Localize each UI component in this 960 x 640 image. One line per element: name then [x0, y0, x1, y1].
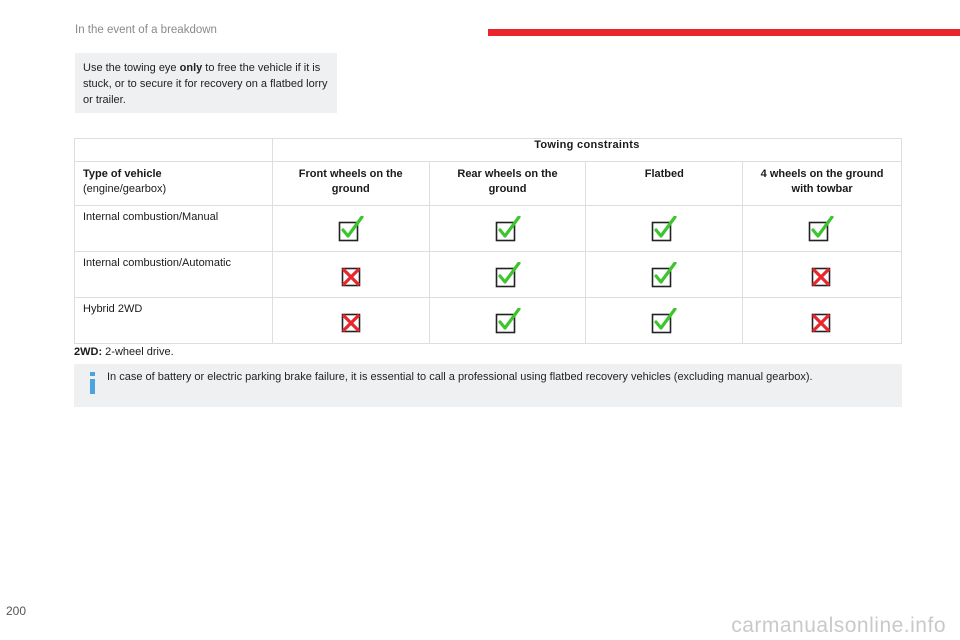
status-cell: [586, 206, 743, 252]
towing-eye-note: [75, 53, 337, 113]
cross-icon: [808, 262, 836, 290]
check-icon: [808, 216, 836, 244]
table-row: [75, 298, 902, 344]
check-icon: [651, 308, 679, 336]
footnote: [74, 346, 174, 358]
table-row: [75, 252, 902, 298]
info-text: In case of battery or electric parking brake failure, it is essential to call a professional using flatbed recovery vehicles (excluding manual gearbox).: [107, 371, 813, 383]
towing-constraints-header: Towing constraints: [272, 139, 901, 162]
footnote-definition: 2-wheel drive.: [102, 346, 174, 358]
status-cell: [272, 252, 429, 298]
status-cell: [429, 206, 586, 252]
cross-icon: [338, 308, 366, 336]
status-cell: [272, 206, 429, 252]
cross-icon: [338, 262, 366, 290]
vehicle-type-header-sub: (engine/gearbox): [83, 183, 167, 195]
towing-constraints-table: [74, 138, 902, 344]
check-icon: [495, 308, 523, 336]
check-icon: [495, 262, 523, 290]
table-row: [75, 206, 902, 252]
cross-icon: [808, 308, 836, 336]
footnote-term: 2WD:: [74, 346, 103, 358]
table-corner-cell: [75, 139, 273, 162]
status-cell: [743, 252, 902, 298]
column-header-towbar: 4 wheels on the ground with towbar: [743, 162, 902, 206]
check-icon: [495, 216, 523, 244]
watermark: carmanualsonline.info: [731, 614, 946, 637]
section-title: In the event of a breakdown: [75, 24, 217, 36]
check-icon: [651, 216, 679, 244]
info-box: [74, 364, 902, 407]
note-text-after: to free the vehicle if it is stuck, or to secure it for recovery on a flatbed lorry or trailer.: [83, 62, 328, 106]
header-accent-bar: [488, 29, 960, 36]
status-cell: [586, 298, 743, 344]
info-icon: [88, 372, 97, 394]
row-label: Hybrid 2WD: [75, 298, 273, 344]
note-text-before: Use the towing eye: [83, 62, 180, 74]
row-label: Internal combustion/Manual: [75, 206, 273, 252]
status-cell: [586, 252, 743, 298]
note-emphasis: only: [179, 62, 203, 74]
column-header-rear-wheels: Rear wheels on the ground: [429, 162, 586, 206]
row-label: Internal combustion/Automatic: [75, 252, 273, 298]
column-header-front-wheels: Front wheels on the ground: [272, 162, 429, 206]
status-cell: [429, 298, 586, 344]
page-number: 200: [6, 604, 27, 618]
status-cell: [743, 298, 902, 344]
vehicle-type-header-label: Type of vehicle: [83, 168, 162, 180]
vehicle-type-header: [75, 162, 273, 206]
status-cell: [429, 252, 586, 298]
status-cell: [272, 298, 429, 344]
status-cell: [743, 206, 902, 252]
check-icon: [651, 262, 679, 290]
column-header-flatbed: Flatbed: [586, 162, 743, 206]
check-icon: [338, 216, 366, 244]
